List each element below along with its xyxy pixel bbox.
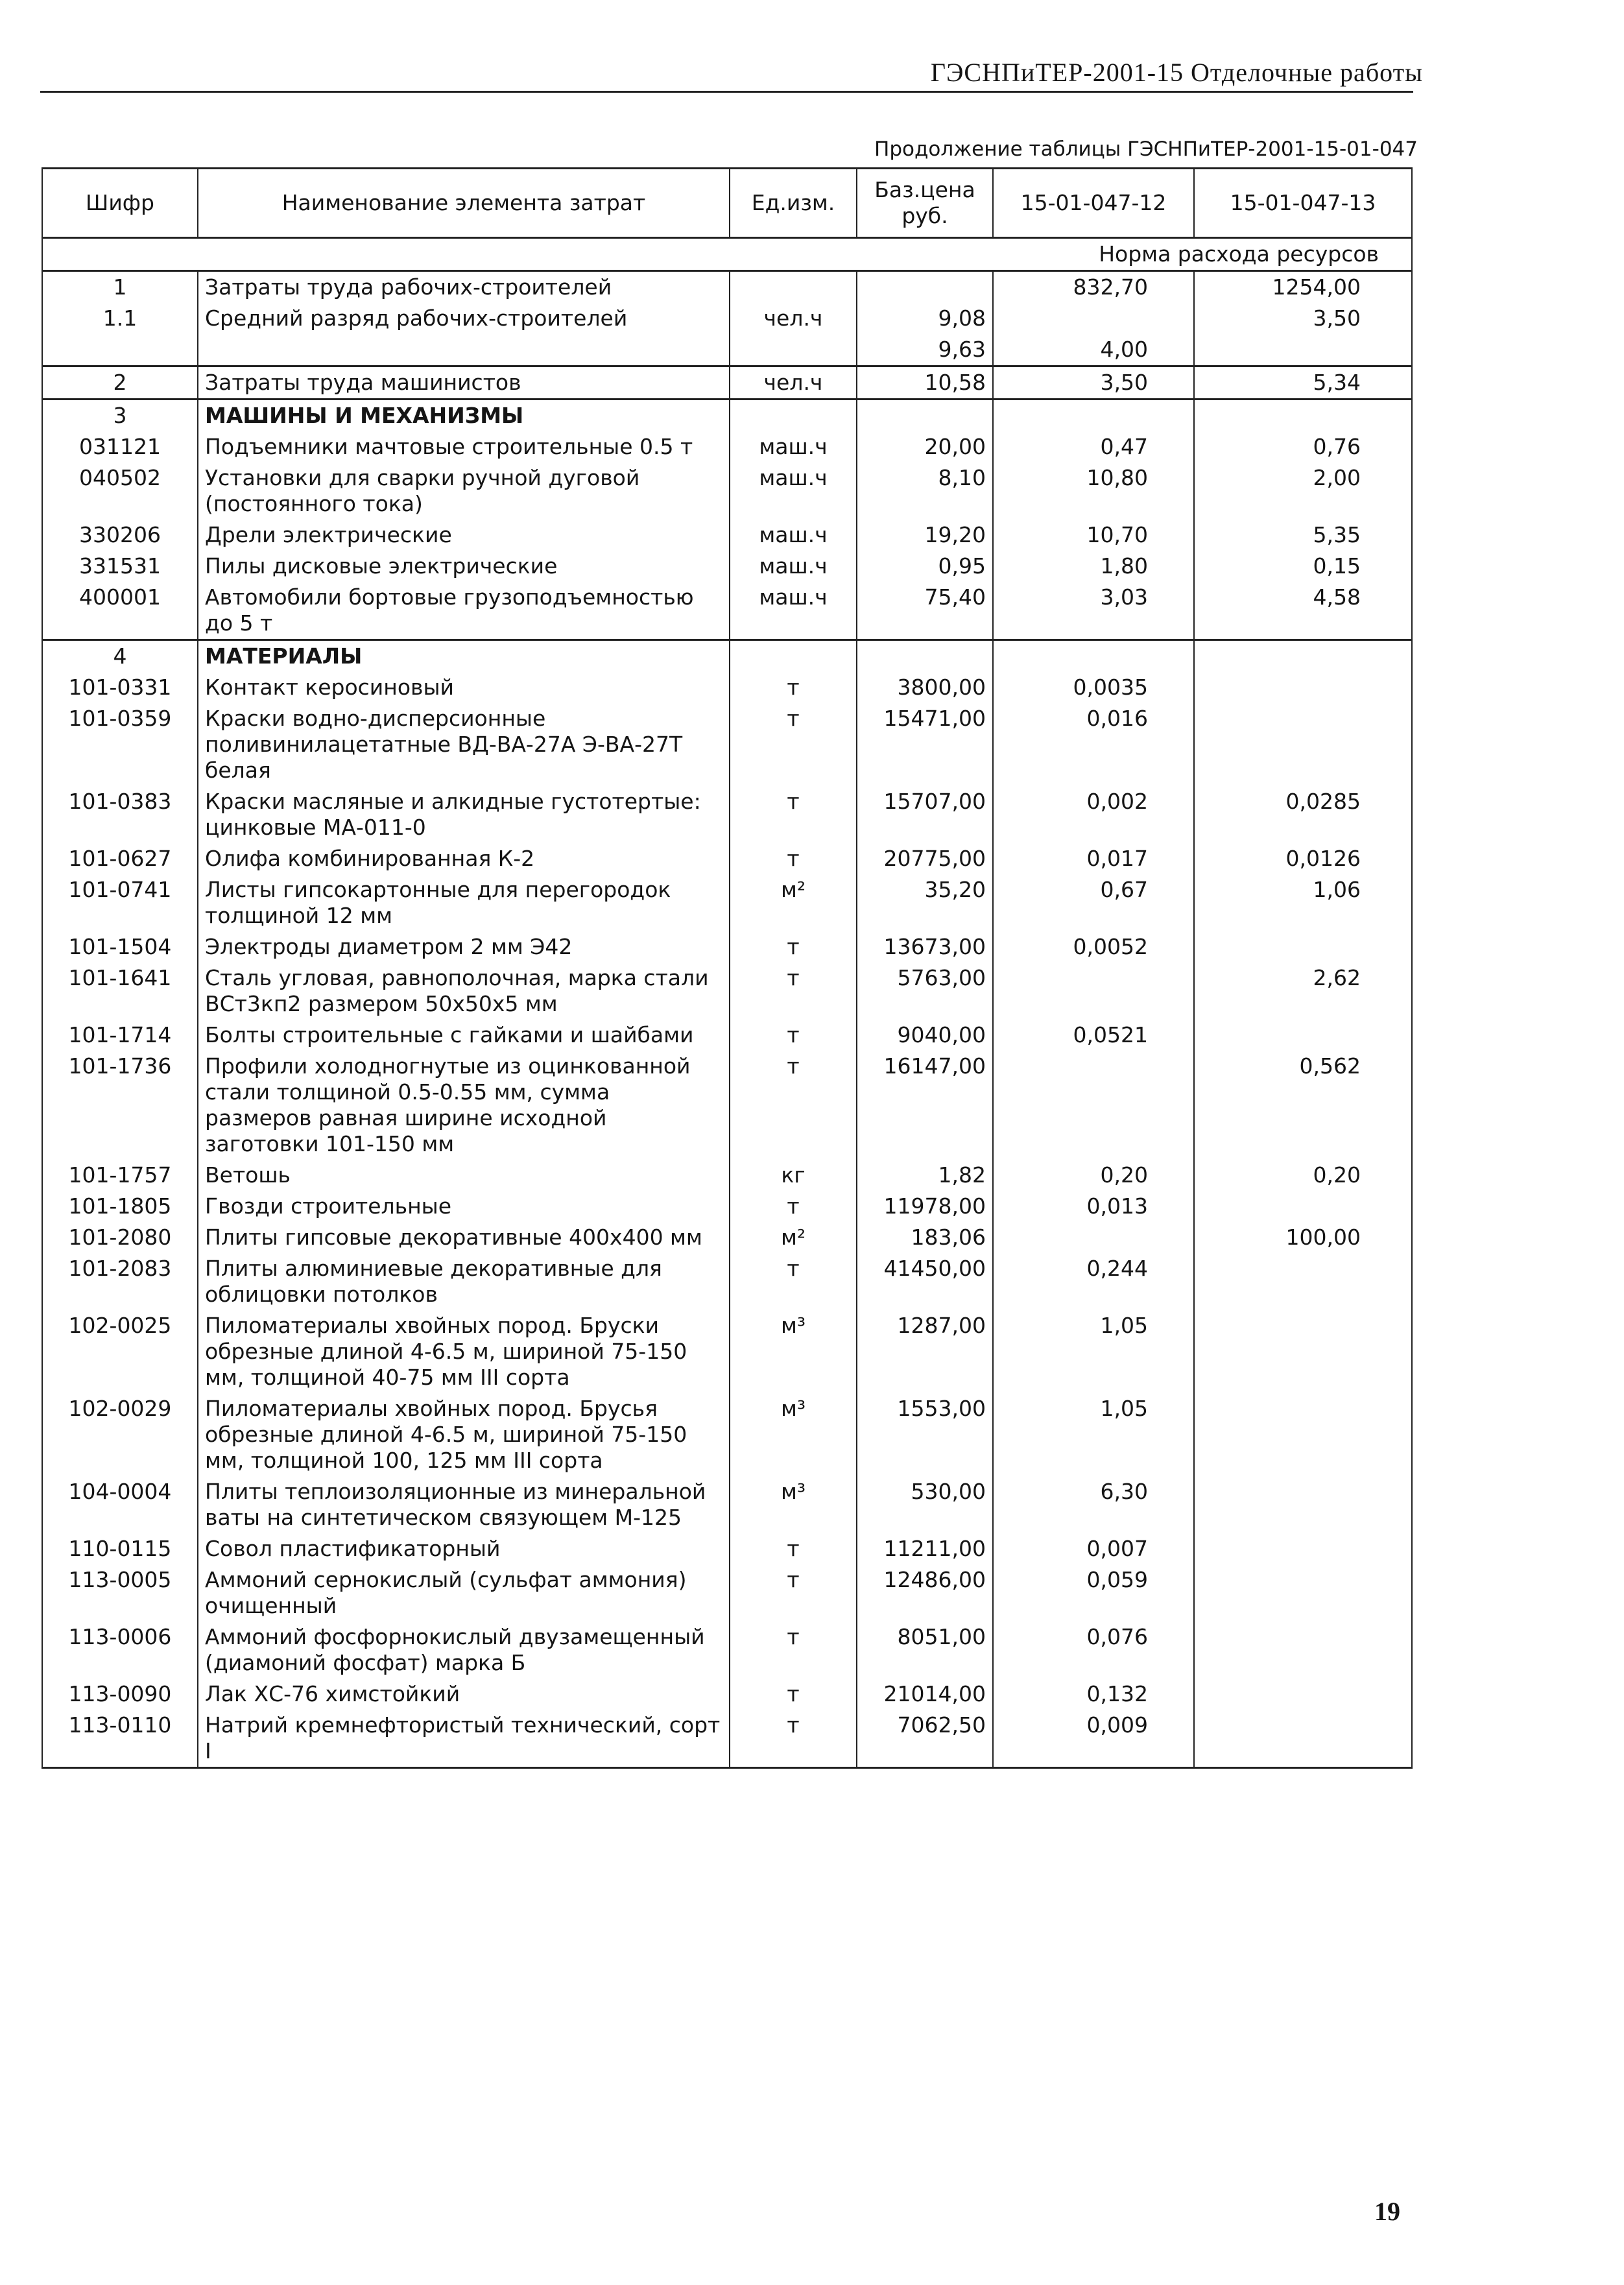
cell-unit <box>730 640 857 673</box>
cell-v12: 0,076 <box>993 1621 1194 1679</box>
cell-code: 101-1641 <box>42 963 198 1020</box>
cell-price: 183,06 <box>857 1222 993 1253</box>
header-rule <box>40 91 1413 93</box>
table-row <box>42 1679 1412 1710</box>
cell-price: 20775,00 <box>857 843 993 874</box>
cell-code: 101-0383 <box>42 786 198 843</box>
cell-price <box>857 271 993 304</box>
cell-unit: маш.ч <box>730 582 857 640</box>
cell-unit: т <box>730 1679 857 1710</box>
cell-unit: т <box>730 931 857 963</box>
cell-v12 <box>993 303 1194 334</box>
cell-code: 101-1805 <box>42 1191 198 1222</box>
table-row <box>42 271 1412 304</box>
cell-price: 9,63 <box>857 334 993 366</box>
cell-name: Пиломатериалы хвойных пород. Брусья обрезные длиной 4-6.5 м, шириной 75-150 мм, толщиной 100, 125 мм III сорта <box>198 1393 730 1476</box>
table-row <box>42 366 1412 400</box>
cell-unit: м³ <box>730 1393 857 1476</box>
cell-v13 <box>1194 1476 1412 1533</box>
cell-code: 101-0331 <box>42 672 198 703</box>
cell-v12 <box>993 963 1194 1020</box>
col-header-name: Наименование элемента затрат <box>198 169 730 238</box>
cell-name: МАТЕРИАЛЫ <box>198 640 730 673</box>
table-row <box>42 1621 1412 1679</box>
cell-price: 1,82 <box>857 1160 993 1191</box>
cell-unit: маш.ч <box>730 431 857 462</box>
cell-name: Аммоний сернокислый (сульфат аммония) очищенный <box>198 1564 730 1621</box>
cell-name: Олифа комбинированная К-2 <box>198 843 730 874</box>
cell-unit: чел.ч <box>730 366 857 400</box>
table-row <box>42 431 1412 462</box>
table-row <box>42 931 1412 963</box>
cell-name: Болты строительные с гайками и шайбами <box>198 1020 730 1051</box>
cell-v12: 0,132 <box>993 1679 1194 1710</box>
cell-v13 <box>1194 1533 1412 1564</box>
cell-name: Сталь угловая, равнополочная, марка стали ВСт3кп2 размером 50x50x5 мм <box>198 963 730 1020</box>
cell-v13: 1,06 <box>1194 874 1412 931</box>
cell-name: Плиты гипсовые декоративные 400x400 мм <box>198 1222 730 1253</box>
cell-price: 41450,00 <box>857 1253 993 1310</box>
cell-v12: 0,007 <box>993 1533 1194 1564</box>
cell-price: 9,08 <box>857 303 993 334</box>
cell-price: 13673,00 <box>857 931 993 963</box>
cell-v13 <box>1194 1710 1412 1768</box>
cell-unit: маш.ч <box>730 551 857 582</box>
cell-unit: чел.ч <box>730 303 857 334</box>
cell-price <box>857 640 993 673</box>
cell-name: Дрели электрические <box>198 520 730 551</box>
cell-code: 4 <box>42 640 198 673</box>
cell-v13: 0,562 <box>1194 1051 1412 1160</box>
cell-code: 101-1504 <box>42 931 198 963</box>
cell-v12: 0,20 <box>993 1160 1194 1191</box>
cell-name: Гвозди строительные <box>198 1191 730 1222</box>
cell-name: Аммоний фосфорнокислый двузамещенный (диамоний фосфат) марка Б <box>198 1621 730 1679</box>
table-row <box>42 582 1412 640</box>
cell-v13 <box>1194 1310 1412 1393</box>
cell-name: Подъемники мачтовые строительные 0.5 т <box>198 431 730 462</box>
cell-unit: м² <box>730 874 857 931</box>
cell-unit: т <box>730 1533 857 1564</box>
table-row <box>42 1051 1412 1160</box>
table-row <box>42 1533 1412 1564</box>
cell-code: 101-2083 <box>42 1253 198 1310</box>
cell-v12: 4,00 <box>993 334 1194 366</box>
cell-v13: 0,0285 <box>1194 786 1412 843</box>
cell-unit: т <box>730 672 857 703</box>
cell-v12: 0,002 <box>993 786 1194 843</box>
cell-unit: т <box>730 786 857 843</box>
cell-v13 <box>1194 1191 1412 1222</box>
cell-v13 <box>1194 1564 1412 1621</box>
cell-price: 7062,50 <box>857 1710 993 1768</box>
cell-code: 1 <box>42 271 198 304</box>
cell-v13: 0,15 <box>1194 551 1412 582</box>
table-row <box>42 963 1412 1020</box>
cell-v13 <box>1194 672 1412 703</box>
cell-v13 <box>1194 1253 1412 1310</box>
page-number: 19 <box>1374 2197 1400 2226</box>
table-row <box>42 303 1412 334</box>
cell-price: 530,00 <box>857 1476 993 1533</box>
cell-unit: т <box>730 1051 857 1160</box>
cell-unit: маш.ч <box>730 520 857 551</box>
cell-v13: 0,0126 <box>1194 843 1412 874</box>
table-row <box>42 1310 1412 1393</box>
cell-price: 1287,00 <box>857 1310 993 1393</box>
cell-code: 101-0741 <box>42 874 198 931</box>
cell-code: 031121 <box>42 431 198 462</box>
cell-v12: 832,70 <box>993 271 1194 304</box>
cell-code: 101-1736 <box>42 1051 198 1160</box>
cell-v12: 0,016 <box>993 703 1194 786</box>
cell-name: Затраты труда рабочих-строителей <box>198 271 730 304</box>
cell-v12: 3,03 <box>993 582 1194 640</box>
cell-name: Натрий кремнефтористый технический, сорт I <box>198 1710 730 1768</box>
cell-v12: 0,009 <box>993 1710 1194 1768</box>
cell-v12: 0,059 <box>993 1564 1194 1621</box>
col-header-price: Баз.цена руб. <box>857 169 993 238</box>
col-header-15-01-047-13: 15-01-047-13 <box>1194 169 1412 238</box>
cell-name: Автомобили бортовые грузоподъемностью до 5 т <box>198 582 730 640</box>
norm-caption: Норма расхода ресурсов <box>42 238 1412 271</box>
cell-price: 35,20 <box>857 874 993 931</box>
table-row <box>42 786 1412 843</box>
cell-unit <box>730 334 857 366</box>
table-row <box>42 1564 1412 1621</box>
cell-price: 15471,00 <box>857 703 993 786</box>
cell-v13: 5,34 <box>1194 366 1412 400</box>
cell-name: Лак ХС-76 химстойкий <box>198 1679 730 1710</box>
table-row <box>42 1710 1412 1768</box>
col-header-unit: Ед.изм. <box>730 169 857 238</box>
cell-v13 <box>1194 640 1412 673</box>
cell-code: 101-2080 <box>42 1222 198 1253</box>
cell-v12: 10,70 <box>993 520 1194 551</box>
cell-v12 <box>993 400 1194 432</box>
cell-v12: 6,30 <box>993 1476 1194 1533</box>
resource-table <box>42 167 1413 1769</box>
cell-unit: м³ <box>730 1310 857 1393</box>
cell-v13 <box>1194 334 1412 366</box>
cell-unit: т <box>730 1020 857 1051</box>
table-row <box>42 400 1412 432</box>
cell-price: 12486,00 <box>857 1564 993 1621</box>
cell-code: 113-0006 <box>42 1621 198 1679</box>
table-row <box>42 843 1412 874</box>
cell-unit: м³ <box>730 1476 857 1533</box>
cell-code: 3 <box>42 400 198 432</box>
cell-name: Листы гипсокартонные для перегородок толщиной 12 мм <box>198 874 730 931</box>
cell-v12: 3,50 <box>993 366 1194 400</box>
table-row <box>42 520 1412 551</box>
table-row <box>42 703 1412 786</box>
cell-price: 21014,00 <box>857 1679 993 1710</box>
cell-unit: т <box>730 843 857 874</box>
cell-v12 <box>993 1051 1194 1160</box>
cell-v13: 0,20 <box>1194 1160 1412 1191</box>
cell-price: 0,95 <box>857 551 993 582</box>
cell-v13 <box>1194 400 1412 432</box>
cell-v12: 0,013 <box>993 1191 1194 1222</box>
cell-v12: 0,0035 <box>993 672 1194 703</box>
cell-code: 101-1714 <box>42 1020 198 1051</box>
cell-price: 8,10 <box>857 462 993 520</box>
cell-v13: 0,76 <box>1194 431 1412 462</box>
cell-v13: 1254,00 <box>1194 271 1412 304</box>
cell-unit: т <box>730 1253 857 1310</box>
cell-v12: 1,80 <box>993 551 1194 582</box>
cell-unit: т <box>730 1621 857 1679</box>
cell-price: 11978,00 <box>857 1191 993 1222</box>
cell-price: 9040,00 <box>857 1020 993 1051</box>
table-row <box>42 672 1412 703</box>
cell-code: 400001 <box>42 582 198 640</box>
cell-code: 113-0110 <box>42 1710 198 1768</box>
cell-v12: 0,0052 <box>993 931 1194 963</box>
cell-v13 <box>1194 931 1412 963</box>
norm-caption-row <box>42 238 1412 271</box>
cell-unit <box>730 271 857 304</box>
cell-unit <box>730 400 857 432</box>
cell-code: 330206 <box>42 520 198 551</box>
cell-code: 113-0090 <box>42 1679 198 1710</box>
cell-unit: кг <box>730 1160 857 1191</box>
cell-price: 5763,00 <box>857 963 993 1020</box>
table-row <box>42 551 1412 582</box>
table-row <box>42 874 1412 931</box>
cell-name: Средний разряд рабочих-строителей <box>198 303 730 334</box>
cell-v12: 1,05 <box>993 1393 1194 1476</box>
cell-v12: 0,67 <box>993 874 1194 931</box>
cell-price: 19,20 <box>857 520 993 551</box>
table-row <box>42 1191 1412 1222</box>
cell-v13: 2,62 <box>1194 963 1412 1020</box>
cell-unit: т <box>730 703 857 786</box>
cell-unit: маш.ч <box>730 462 857 520</box>
cell-code: 104-0004 <box>42 1476 198 1533</box>
cell-v12: 10,80 <box>993 462 1194 520</box>
cell-name: Контакт керосиновый <box>198 672 730 703</box>
cell-name: Пилы дисковые электрические <box>198 551 730 582</box>
cell-code: 1.1 <box>42 303 198 334</box>
cell-price: 15707,00 <box>857 786 993 843</box>
cell-code: 331531 <box>42 551 198 582</box>
table-header-row <box>42 169 1412 238</box>
cell-v13: 4,58 <box>1194 582 1412 640</box>
cell-code: 101-1757 <box>42 1160 198 1191</box>
cell-name: Пиломатериалы хвойных пород. Бруски обрезные длиной 4-6.5 м, шириной 75-150 мм, толщиной 40-75 мм III сорта <box>198 1310 730 1393</box>
cell-v13: 3,50 <box>1194 303 1412 334</box>
cell-name: Краски масляные и алкидные густотертые: цинковые МА-011-0 <box>198 786 730 843</box>
cell-unit: т <box>730 1710 857 1768</box>
cell-name: Затраты труда машинистов <box>198 366 730 400</box>
cell-unit: т <box>730 963 857 1020</box>
cell-v13: 100,00 <box>1194 1222 1412 1253</box>
cell-price: 10,58 <box>857 366 993 400</box>
cell-price: 1553,00 <box>857 1393 993 1476</box>
cell-code: 2 <box>42 366 198 400</box>
cell-v12: 0,47 <box>993 431 1194 462</box>
cell-price <box>857 400 993 432</box>
cell-price: 11211,00 <box>857 1533 993 1564</box>
cell-v13 <box>1194 1621 1412 1679</box>
cell-v12: 0,244 <box>993 1253 1194 1310</box>
cell-v12 <box>993 640 1194 673</box>
cell-code <box>42 334 198 366</box>
cell-name: МАШИНЫ И МЕХАНИЗМЫ <box>198 400 730 432</box>
cell-code: 113-0005 <box>42 1564 198 1621</box>
cell-name: Электроды диаметром 2 мм Э42 <box>198 931 730 963</box>
cell-code: 102-0029 <box>42 1393 198 1476</box>
cell-name: Плиты алюминиевые декоративные для облицовки потолков <box>198 1253 730 1310</box>
cell-v12: 1,05 <box>993 1310 1194 1393</box>
cell-v13: 2,00 <box>1194 462 1412 520</box>
table-row <box>42 1393 1412 1476</box>
cell-price: 16147,00 <box>857 1051 993 1160</box>
cell-name: Профили холодногнутые из оцинкованной стали толщиной 0.5-0.55 мм, сумма размеров равная ширине исходной заготовки 101-150 мм <box>198 1051 730 1160</box>
cell-code: 101-0359 <box>42 703 198 786</box>
table-continuation-caption: Продолжение таблицы ГЭСНПиТЕР-2001-15-01-047 <box>874 138 1418 161</box>
table-row <box>42 1253 1412 1310</box>
table-row <box>42 1160 1412 1191</box>
cell-name: Краски водно-дисперсионные поливинилацетатные ВД-ВА-27А Э-ВА-27Т белая <box>198 703 730 786</box>
cell-name: Ветошь <box>198 1160 730 1191</box>
cell-v13 <box>1194 703 1412 786</box>
table-row <box>42 462 1412 520</box>
cell-code: 101-0627 <box>42 843 198 874</box>
cell-price: 75,40 <box>857 582 993 640</box>
cell-name: Установки для сварки ручной дуговой (постоянного тока) <box>198 462 730 520</box>
cell-unit: т <box>730 1191 857 1222</box>
cell-code: 110-0115 <box>42 1533 198 1564</box>
cell-name: Совол пластификаторный <box>198 1533 730 1564</box>
running-title: ГЭСНПиТЕР-2001-15 Отделочные работы <box>930 58 1423 87</box>
cell-name: Плиты теплоизоляционные из минеральной ваты на синтетическом связующем М-125 <box>198 1476 730 1533</box>
table-row <box>42 640 1412 673</box>
cell-v13: 5,35 <box>1194 520 1412 551</box>
cell-code: 102-0025 <box>42 1310 198 1393</box>
col-header-code: Шифр <box>42 169 198 238</box>
cell-name <box>198 334 730 366</box>
cell-unit: т <box>730 1564 857 1621</box>
table-row <box>42 1222 1412 1253</box>
cell-v13 <box>1194 1020 1412 1051</box>
cell-v12 <box>993 1222 1194 1253</box>
cell-v12: 0,0521 <box>993 1020 1194 1051</box>
cell-v13 <box>1194 1679 1412 1710</box>
cell-v13 <box>1194 1393 1412 1476</box>
col-header-15-01-047-12: 15-01-047-12 <box>993 169 1194 238</box>
table-row <box>42 1476 1412 1533</box>
cell-unit: м² <box>730 1222 857 1253</box>
table-row <box>42 334 1412 366</box>
cell-v12: 0,017 <box>993 843 1194 874</box>
cell-code: 040502 <box>42 462 198 520</box>
cell-price: 8051,00 <box>857 1621 993 1679</box>
cell-price: 3800,00 <box>857 672 993 703</box>
table-row <box>42 1020 1412 1051</box>
cell-price: 20,00 <box>857 431 993 462</box>
